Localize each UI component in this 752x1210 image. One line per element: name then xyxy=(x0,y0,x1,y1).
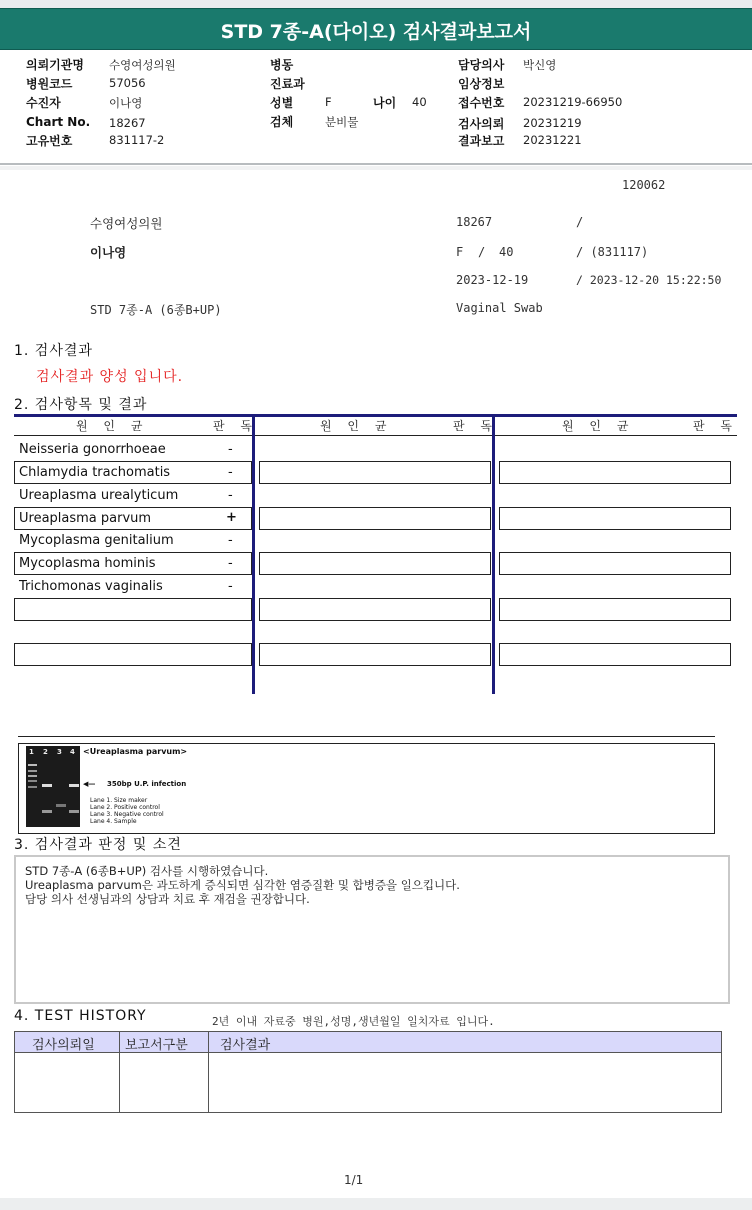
row-box xyxy=(499,552,731,575)
results-col-divider-1 xyxy=(252,414,255,694)
value-clinic: 수영여성의원 xyxy=(109,58,176,72)
value-chart-no: 18267 xyxy=(109,116,146,130)
label-unique-no: 고유번호 xyxy=(26,134,73,148)
gel-image xyxy=(26,746,80,827)
history-col-divider xyxy=(119,1032,120,1112)
col-header-organism-2: 원 인 균 xyxy=(320,419,393,433)
organism-name: Mycoplasma genitalium xyxy=(19,533,174,548)
gel-title: <Ureaplasma parvum> xyxy=(83,747,188,756)
report-code: 120062 xyxy=(622,178,666,192)
col-header-organism-3: 원 인 균 xyxy=(562,419,635,433)
value-unique-no: 831117-2 xyxy=(109,133,165,147)
row-box xyxy=(499,507,731,530)
info-patient: 이나영 xyxy=(90,245,127,260)
organism-result: - xyxy=(228,579,233,594)
gel-band xyxy=(69,784,79,787)
row-box xyxy=(499,643,731,666)
top-strip xyxy=(0,0,752,8)
label-hospital-code: 병원코드 xyxy=(26,77,73,91)
gel-legend-3: Lane 3. Negative control xyxy=(90,811,164,818)
section2-title: 2. 검사항목 및 결과 xyxy=(14,397,148,413)
history-note: 2년 이내 자료중 병원,성명,생년월일 일치자료 입니다. xyxy=(212,1015,495,1028)
gel-lane-1: 1 xyxy=(29,748,34,756)
organism-name: Trichomonas vaginalis xyxy=(19,579,163,594)
row-box xyxy=(259,552,491,575)
value-specimen: 분비물 xyxy=(325,115,359,129)
section1-title: 1. 검사결과 xyxy=(14,343,93,359)
gel-band xyxy=(69,810,79,813)
value-sex: F xyxy=(325,95,332,109)
row-box xyxy=(14,643,252,666)
organism-result: - xyxy=(228,465,233,480)
col-header-judge-3: 판 독 xyxy=(693,419,738,433)
value-request-date: 20231219 xyxy=(523,116,582,130)
gel-band xyxy=(28,780,37,782)
organism-result-positive: + xyxy=(226,510,237,525)
info-test: STD 7종-A (6종B+UP) xyxy=(90,303,222,317)
label-specimen: 검체 xyxy=(270,115,294,129)
label-report-date: 결과보고 xyxy=(458,134,505,148)
row-box xyxy=(259,643,491,666)
label-receipt-no: 접수번호 xyxy=(458,96,505,110)
row-box xyxy=(259,598,491,621)
report-title-bar xyxy=(0,8,752,50)
organism-name: Neisseria gonorrhoeae xyxy=(19,442,166,457)
history-table-header xyxy=(15,1032,721,1053)
gel-lane-4: 4 xyxy=(70,748,75,756)
label-patient: 수진자 xyxy=(26,96,61,110)
col-header-judge-1: 판 독 xyxy=(213,419,258,433)
label-ward: 병동 xyxy=(270,58,294,72)
gel-band xyxy=(56,804,66,807)
col-header-organism-1: 원 인 균 xyxy=(76,419,149,433)
info-chart: 18267 xyxy=(456,215,493,229)
label-age: 나이 xyxy=(373,96,397,110)
gel-band xyxy=(28,775,37,777)
page-number: 1/1 xyxy=(344,1173,364,1187)
header-divider xyxy=(0,163,752,165)
history-header-report-type: 보고서구분 xyxy=(125,1038,188,1053)
results-col-divider-2 xyxy=(492,414,495,694)
info-slash: / xyxy=(478,245,486,259)
finding-box xyxy=(14,855,730,1004)
info-birth: / (831117) xyxy=(576,245,649,259)
label-dept: 진료과 xyxy=(270,77,305,91)
row-box xyxy=(499,598,731,621)
section4-title: 4. TEST HISTORY xyxy=(14,1008,147,1024)
label-clinic: 의뢰기관명 xyxy=(26,58,84,72)
organism-result: - xyxy=(228,442,233,457)
finding-line-2: Ureaplasma parvum은 과도하게 증식되면 심각한 염증질환 및 합병증을 일으킵니다. xyxy=(25,878,460,892)
info-date2: / 2023-12-20 15:22:50 xyxy=(576,273,722,287)
info-specimen: Vaginal Swab xyxy=(456,301,543,315)
organism-result: - xyxy=(228,488,233,503)
label-doctor: 담당의사 xyxy=(458,58,505,72)
label-clinical-info: 임상정보 xyxy=(458,77,505,91)
organism-result: - xyxy=(228,533,233,548)
gel-band xyxy=(28,770,37,772)
label-sex: 성별 xyxy=(270,96,294,110)
value-hospital-code: 57056 xyxy=(109,76,146,90)
value-doctor: 박신영 xyxy=(523,58,557,72)
gel-band xyxy=(28,764,37,766)
gel-lane-3: 3 xyxy=(57,748,62,756)
row-box xyxy=(499,461,731,484)
organism-name: Ureaplasma urealyticum xyxy=(19,488,179,503)
history-table xyxy=(14,1031,722,1113)
label-chart-no: Chart No. xyxy=(26,115,91,129)
gel-arrow-label: 350bp U.P. infection xyxy=(107,780,187,788)
gel-legend-4: Lane 4. Sample xyxy=(90,818,137,825)
finding-line-3: 담당 의사 선생님과의 상담과 치료 후 재검을 권장합니다. xyxy=(25,892,310,906)
gel-band xyxy=(42,784,52,787)
info-sep: / xyxy=(576,215,584,229)
gel-band xyxy=(42,810,52,813)
report-title: STD 7종-A(다이오) 검사결과보고서 xyxy=(220,21,532,43)
history-header-request-date: 검사의뢰일 xyxy=(32,1038,95,1053)
gel-legend-1: Lane 1. Size maker xyxy=(90,797,148,804)
gel-legend-2: Lane 2. Positive control xyxy=(90,804,160,811)
info-date1: 2023-12-19 xyxy=(456,273,529,287)
info-sex: F xyxy=(456,245,464,259)
col-header-judge-2: 판 독 xyxy=(453,419,498,433)
gel-top-rule xyxy=(18,736,715,737)
value-receipt-no: 20231219-66950 xyxy=(523,95,623,109)
row-box xyxy=(14,598,252,621)
gel-band xyxy=(28,786,37,788)
value-patient: 이나영 xyxy=(109,96,143,110)
value-report-date: 20231221 xyxy=(523,133,582,147)
organism-name-positive: Ureaplasma parvum xyxy=(19,511,152,526)
positive-result-text: 검사결과 양성 입니다. xyxy=(36,369,184,385)
gel-arrow-icon: ◀— xyxy=(83,780,96,788)
results-table-head-rule xyxy=(14,435,737,436)
history-header-result: 검사결과 xyxy=(220,1038,271,1053)
section3-title: 3. 검사결과 판정 및 소견 xyxy=(14,837,182,853)
history-col-divider xyxy=(208,1032,209,1112)
info-age: 40 xyxy=(499,245,514,259)
organism-result: - xyxy=(228,556,233,571)
organism-name: Chlamydia trachomatis xyxy=(19,465,171,480)
finding-line-1: STD 7종-A (6종B+UP) 검사를 시행하였습니다. xyxy=(25,864,269,878)
organism-name: Mycoplasma hominis xyxy=(19,556,156,571)
label-request-date: 검사의뢰 xyxy=(458,117,505,131)
value-age: 40 xyxy=(412,95,427,109)
info-clinic: 수영여성의원 xyxy=(90,216,163,231)
footer-strip xyxy=(0,1198,752,1210)
gel-lane-2: 2 xyxy=(43,748,48,756)
row-box xyxy=(259,507,491,530)
row-box xyxy=(259,461,491,484)
header-divider-shadow xyxy=(0,166,752,170)
